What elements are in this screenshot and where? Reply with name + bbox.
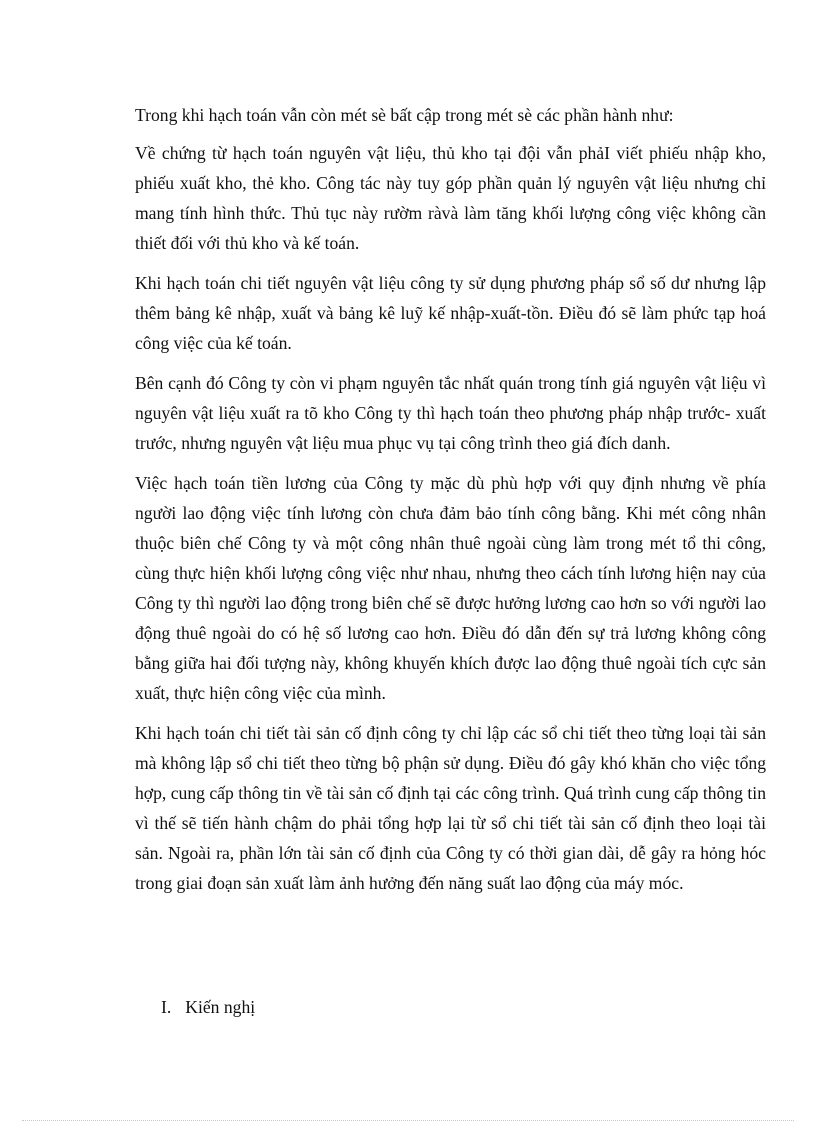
- paragraph-consistency: Bên cạnh đó Công ty còn vi phạm nguyên tắc nhất quán trong tính giá nguyên vật liệu vì nguyên vật liệu xuất ra tõ kho Công ty thì hạch toán theo phương pháp nhập trước- xuất trước, nhưng nguyên vật liệu mua phục vụ tại công trình theo giá đích danh.: [135, 373, 766, 453]
- section-title: Kiến nghị: [185, 997, 256, 1017]
- paragraph-material-detail: Khi hạch toán chi tiết nguyên vật liệu công ty sử dụng phương pháp sổ số dư nhưng lập thêm bảng kê nhập, xuất và bảng kê luỹ kế nhập-xuất-tồn. Điều đó sẽ làm phức tạp hoá công việc của kế toán.: [135, 273, 766, 353]
- paragraph-fixed-assets: Khi hạch toán chi tiết tài sản cố định công ty chỉ lập các sổ chi tiết theo từng loại tài sản mà không lập sổ chi tiết theo từng bộ phận sử dụng. Điều đó gây khó khăn cho việc tổng hợp, cung cấp thông tin về tài sản cố định tại các công trình. Quá trình cung cấp thông tin vì thế sẽ tiến hành chậm do phải tổng hợp lại từ sổ chi tiết tài sản cố định theo loại tài sản. Ngoài ra, phần lớn tài sản cố định của Công ty có thời gian dài, dễ gây ra hỏng hóc trong giai đoạn sản xuất làm ảnh hưởng đến năng suất lao động của máy móc.: [135, 723, 766, 893]
- paragraph-material-vouchers: Về chứng từ hạch toán nguyên vật liệu, thủ kho tại đội vẫn phảI viết phiếu nhập kho, phiếu xuất kho, thẻ kho. Công tác này tuy góp phần quản lý nguyên vật liệu nhưng chỉ mang tính hình thức. Thủ tục này rườm ràvà làm tăng khối lượng công việc không cần thiết đối với thủ kho và kế toán.: [135, 143, 766, 253]
- section-number: I.: [161, 997, 172, 1017]
- document-body: [135, 100, 766, 908]
- section-heading: [161, 992, 255, 1022]
- paragraph-payroll: Việc hạch toán tiền lương của Công ty mặc dù phù hợp với quy định nhưng về phía người lao động việc tính lương còn chưa đảm bảo tính công bằng. Khi mét công nhân thuộc biên chế Công ty và một công nhân thuê ngoài cùng làm trong mét tổ thi công, cùng thực hiện khối lượng công việc như nhau, nhưng theo cách tính lương hiện nay của Công ty thì người lao động trong biên chế sẽ được hưởng lương cao hơn so với người lao động thuê ngoài do có hệ số lương cao hơn. Điều đó dẫn đến sự trả lương không công bằng giữa hai đối tượng này, không khuyến khích được lao động thuê ngoài tích cực sản xuất, thực hiện công việc của mình.: [135, 473, 766, 703]
- paragraph-intro: Trong khi hạch toán vẫn còn mét sè bất cập trong mét sè các phần hành như:: [135, 105, 674, 125]
- page-bottom-divider: [22, 1120, 794, 1121]
